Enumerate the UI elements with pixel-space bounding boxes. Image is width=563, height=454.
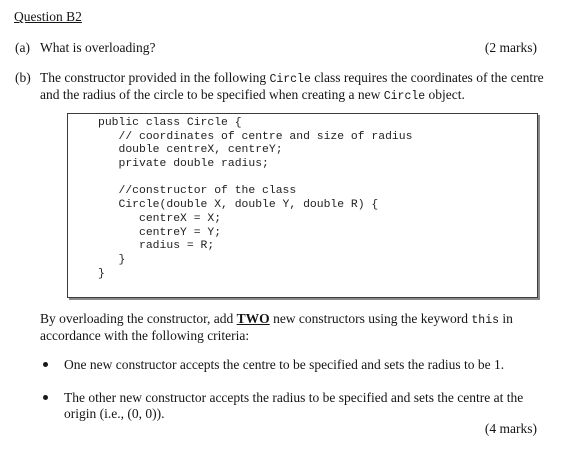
keyword-this: this: [471, 314, 500, 327]
criteria-item-2-line-2: origin (i.e., (0, 0)).: [64, 406, 165, 421]
code-line: }: [98, 253, 126, 266]
code-line: [98, 172, 412, 186]
code-line: private double radius;: [98, 158, 269, 171]
criteria-item-2-line-1: The other new constructor accepts the radius to be specified and sets the centre at the: [64, 390, 524, 405]
code-line: Circle(double X, double Y, double R) {: [98, 199, 379, 212]
part-b-line-2: [40, 86, 465, 105]
part-b-marks: (4 marks): [484, 421, 537, 436]
code-line: //constructor of the class: [98, 185, 297, 198]
part-b-label: (b): [15, 70, 31, 85]
bullet-dot: [43, 395, 48, 400]
instruction-post: in: [502, 311, 513, 326]
part-a-marks: (2 marks): [484, 40, 537, 55]
code-line: }: [98, 267, 105, 280]
instruction-mid: new constructors using the keyword: [273, 311, 469, 326]
class-name-circle: Circle: [383, 90, 426, 103]
code-line: radius = R;: [98, 240, 215, 253]
class-name-circle: Circle: [269, 73, 311, 86]
part-b-line-1-post: class requires the coordinates of the centre: [314, 70, 544, 85]
code-listing-box: [67, 113, 538, 298]
question-heading: Question B2: [14, 9, 82, 24]
instruction-emphasis: TWO: [236, 311, 270, 326]
part-b-line-2-pre: and the radius of the circle to be specified when creating a new: [40, 87, 381, 102]
bullet-dot: [43, 362, 48, 367]
part-a-label: (a): [15, 40, 30, 55]
code-line: // coordinates of centre and size of radius: [98, 130, 413, 143]
criteria-item-1: One new constructor accepts the centre to be specified and sets the radius to be 1.: [64, 357, 505, 372]
code-line: public class Circle {: [98, 117, 242, 129]
instruction-pre: By overloading the constructor, add: [40, 311, 234, 326]
code-line: centreX = X;: [98, 212, 222, 225]
code-listing: [98, 117, 412, 281]
part-b-line-1-pre: The constructor provided in the following: [40, 70, 267, 85]
part-a-text: What is overloading?: [40, 40, 156, 55]
code-line: double centreX, centreY;: [98, 144, 283, 157]
instruction-line-2: accordance with the following criteria:: [40, 328, 250, 343]
part-b-line-2-post: object.: [428, 87, 465, 102]
code-line: centreY = Y;: [98, 226, 222, 239]
